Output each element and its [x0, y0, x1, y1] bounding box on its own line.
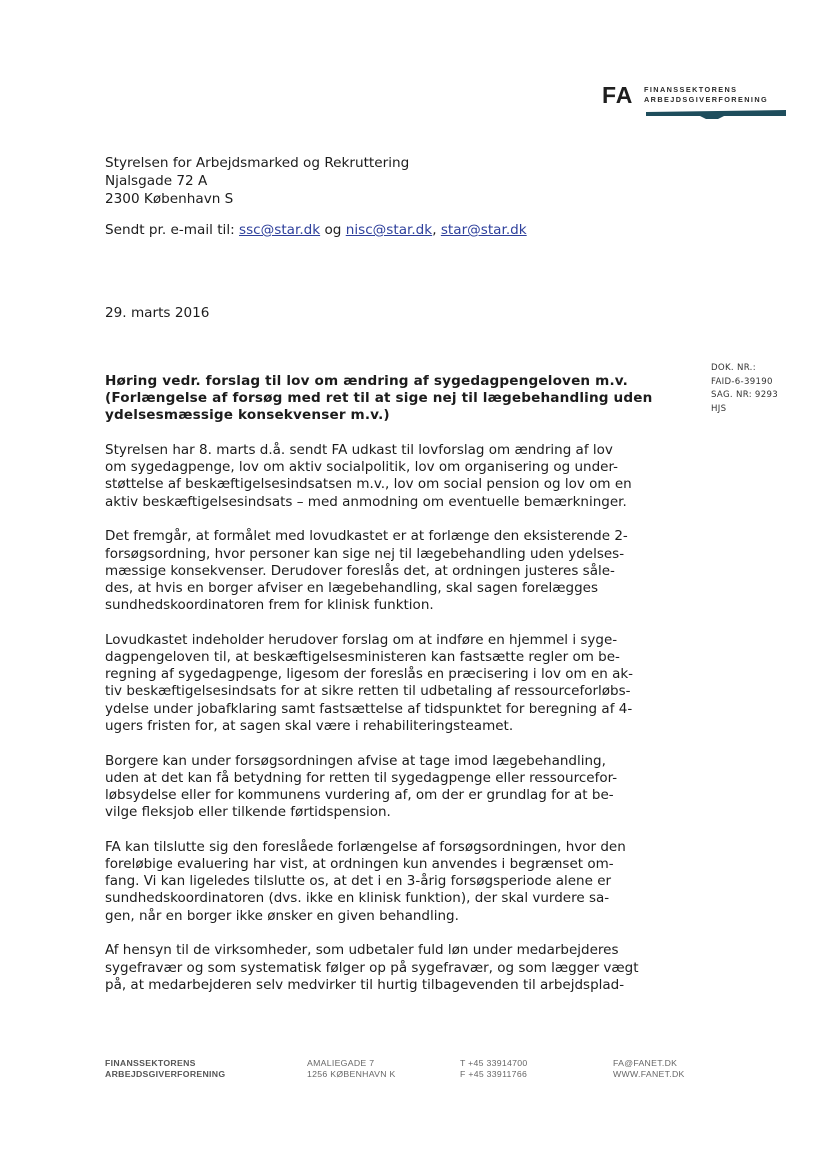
footer-city: 1256 KØBENHAVN K	[307, 1069, 396, 1079]
paragraph-line: Borgere kan under forsøgsordningen afvise at tage imod lægebehandling,	[105, 752, 606, 769]
heading-line: ydelsesmæssige konsekvenser m.v.)	[105, 407, 390, 423]
logo-line1: FINANSSEKTORENS	[644, 85, 738, 94]
logo-line2: ARBEJDSGIVERFORENING	[644, 95, 769, 104]
paragraph-line: dagpengeloven til, at beskæftigelsesministeren kan fastsætte regler om be-	[105, 649, 620, 666]
paragraph-line: tiv beskæftigelsesindsats for at sikre retten til udbetaling af ressourceforløbs-	[105, 683, 631, 700]
paragraph	[105, 942, 665, 994]
sent-sep1: og	[320, 222, 346, 238]
email-link-star[interactable]: star@star.dk	[440, 222, 527, 238]
recipient-address	[105, 154, 409, 208]
paragraph	[105, 442, 665, 511]
footer-contact	[613, 1058, 685, 1080]
heading-line: Høring vedr. forslag til lov om ændring af sygedagpengeloven m.v.	[105, 373, 628, 389]
paragraph-line: sundhedskoordinatoren (dvs. ikke en klinisk funktion), der skal vurdere sa-	[105, 890, 610, 907]
logo-bar	[646, 110, 786, 119]
paragraph-line: foreløbige evaluering har vist, at ordningen kun anvendes i begrænset om-	[105, 856, 614, 873]
paragraph-line: Lovudkastet indeholder herudover forslag om at indføre en hjemmel i syge-	[105, 631, 618, 648]
paragraph-line: ugers fristen for, at sagen skal være i rehabiliteringsteamet.	[105, 717, 514, 734]
email-link-nisc[interactable]: nisc@star.dk	[345, 222, 433, 238]
sent-line	[105, 222, 527, 238]
logo-fa-letters: FA	[602, 82, 634, 108]
paragraph-line: støttelse af beskæftigelsesindsatsen m.v., lov om social pension og lov om en	[105, 476, 632, 493]
fa-logo	[602, 80, 792, 125]
paragraph-line: om sygedagpenge, lov om aktiv socialpolitik, lov om organisering og under-	[105, 459, 619, 476]
letter-heading	[105, 373, 665, 424]
footer-organization	[105, 1058, 225, 1080]
recipient-line1: Styrelsen for Arbejdsmarked og Rekruttering	[105, 155, 410, 171]
paragraph-line: Styrelsen har 8. marts d.å. sendt FA udkast til lovforslag om ændring af lov	[105, 442, 613, 458]
paragraph-line: sundhedskoordinatoren frem for klinisk funktion.	[105, 597, 434, 614]
footer-address	[307, 1058, 396, 1080]
paragraph-line: fang. Vi kan ligeledes tilslutte os, at det i en 3-årig forsøgsperiode alene er	[105, 873, 612, 890]
paragraph	[105, 528, 665, 614]
paragraph-line: Af hensyn til de virksomheder, som udbetaler fuld løn under medarbejderes	[105, 942, 619, 959]
paragraph	[105, 632, 665, 735]
footer-phone: T +45 33914700	[460, 1058, 528, 1068]
footer-email: FA@FANET.DK	[613, 1058, 678, 1068]
sent-sep2: ,	[432, 222, 441, 238]
recipient-line3: 2300 København S	[105, 191, 234, 207]
heading-line: (Forlængelse af forsøg med ret til at sige nej til lægebehandling uden	[105, 390, 653, 406]
footer-fax: F +45 33911766	[460, 1069, 528, 1079]
meta-case-number: SAG. NR: 9293	[711, 390, 778, 401]
paragraph-line: vilge fleksjob eller tilkende førtidspension.	[105, 804, 391, 821]
sent-prefix: Sendt pr. e-mail til:	[105, 222, 239, 238]
paragraph-line: sygefravær og som systematisk følger op på sygefravær, og som lægger vægt	[105, 959, 639, 976]
letter-body	[105, 442, 665, 1011]
paragraph-line: regning af sygedagpenge, ligesom der foreslås en præcisering i lov om en ak-	[105, 666, 634, 683]
paragraph-line: løbsydelse eller for kommunens vurdering af, om der er grundlag for at be-	[105, 786, 614, 803]
paragraph-line: FA kan tilslutte sig den foreslåede forlængelse af forsøgsordningen, hvor den	[105, 838, 626, 855]
paragraph-line: uden at det kan få betydning for retten til sygedagpenge eller ressourcefor-	[105, 769, 618, 786]
paragraph-line: gen, når en borger ikke ønsker en given behandling.	[105, 907, 459, 924]
paragraph-line: ydelse under jobafklaring samt fastsættelse af tidspunktet for beregning af 4-	[105, 700, 633, 717]
recipient-line2: Njalsgade 72 A	[105, 173, 208, 189]
footer-website: WWW.FANET.DK	[613, 1069, 685, 1079]
meta-initials: HJS	[711, 403, 727, 414]
footer-street: AMALIEGADE 7	[307, 1058, 375, 1068]
paragraph-line: des, at hvis en borger afviser en lægebehandling, skal sagen forelægges	[105, 579, 599, 596]
letter-date: 29. marts 2016	[105, 305, 210, 321]
paragraph-line: aktiv beskæftigelsesindsats – med anmodning om eventuelle bemærkninger.	[105, 493, 627, 510]
footer-org-line2: ARBEJDSGIVERFORENING	[105, 1069, 226, 1079]
paragraph-line: Det fremgår, at formålet med lovudkastet er at forlænge den eksisterende 2-	[105, 528, 628, 545]
paragraph-line: forsøgsordning, hvor personer kan sige nej til lægebehandling uden ydelses-	[105, 545, 625, 562]
email-link-ssc[interactable]: ssc@star.dk	[239, 222, 321, 238]
paragraph-line: på, at medarbejderen selv medvirker til hurtig tilbagevenden til arbejdsplad-	[105, 976, 625, 993]
paragraph-line: mæssige konsekvenser. Derudover foreslås det, at ordningen justeres såle-	[105, 562, 615, 579]
meta-doc-number: FAID-6-39190	[711, 376, 773, 387]
footer-org-line1: FINANSSEKTORENS	[105, 1058, 196, 1068]
document-meta	[711, 362, 778, 416]
footer-phones	[460, 1058, 528, 1080]
paragraph	[105, 839, 665, 925]
paragraph	[105, 753, 665, 822]
meta-doc-label: DOK. NR.:	[711, 363, 756, 373]
